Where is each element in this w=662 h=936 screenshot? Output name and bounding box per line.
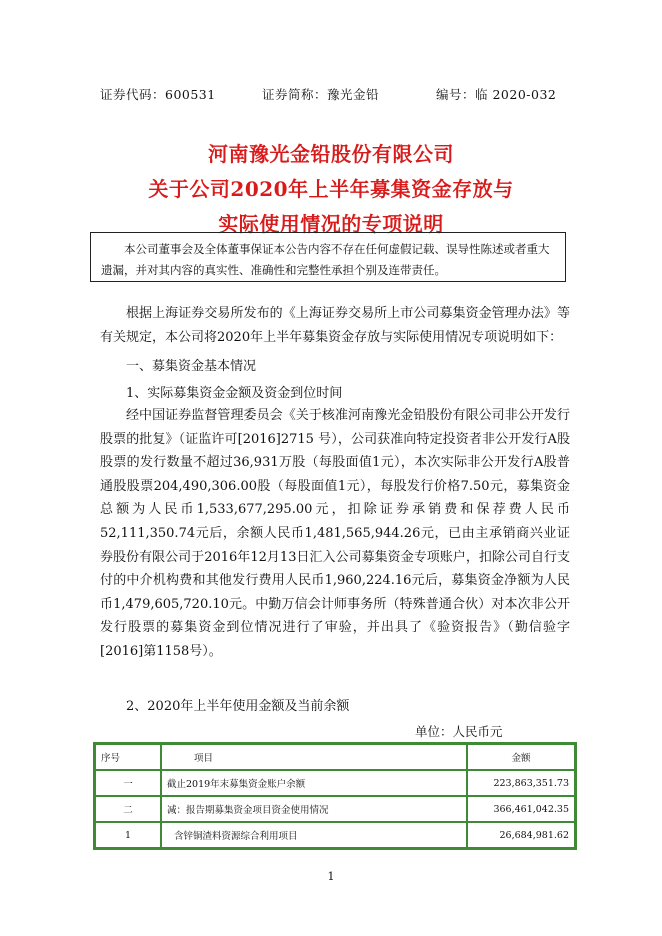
table-row xyxy=(95,770,576,796)
row-item: 截止2019年末募集资金账户余额 xyxy=(161,770,467,796)
table-header-row xyxy=(95,744,576,771)
document-title-line1: 关于公司2020年上半年募集资金存放与 xyxy=(148,177,514,201)
row-item: 含锌铜渣料资源综合利用项目 xyxy=(161,822,467,849)
row-index: 1 xyxy=(95,822,162,849)
row-amount: 223,863,351.73 xyxy=(467,770,576,796)
stock-short-name: 证券简称：豫光金铅 xyxy=(262,87,380,102)
page-number: 1 xyxy=(327,870,335,883)
announcement-number: 编号：临 2020-032 xyxy=(436,87,557,102)
document-title-line2: 实际使用情况的专项说明 xyxy=(218,212,444,236)
intro-paragraph: 根据上海证券交易所发布的《上海证券交易所上市公司募集资金管理办法》等有关规定，本公司将2020年上半年募集资金存放与实际使用情况专项说明如下： xyxy=(100,306,570,345)
subsection-heading-1-2: 2、2020年上半年使用金额及当前余额 xyxy=(126,699,350,714)
company-title: 河南豫光金铅股份有限公司 xyxy=(208,142,454,166)
fund-usage-table xyxy=(93,742,577,850)
currency-unit: 单位：人民币元 xyxy=(415,724,503,739)
row-index: 一 xyxy=(95,770,162,796)
table-row xyxy=(95,796,576,822)
header-amount: 金额 xyxy=(467,744,576,771)
table-row xyxy=(95,822,576,849)
header-item: 项目 xyxy=(161,744,467,771)
row-amount: 26,684,981.62 xyxy=(467,822,576,849)
section-heading-1: 一、募集资金基本情况 xyxy=(126,359,257,374)
stock-code: 证券代码：600531 xyxy=(100,87,216,102)
fund-raising-paragraph: 经中国证券监督管理委员会《关于核准河南豫光金铅股份有限公司非公开发行股票的批复》（证监许可[2016]2715 号），公司获准向特定投资者非公开发行A股股票的发行数量不超过36,931万股（每股面值1元），本次实际非公开发行A股普通股股票204,490,306.00股（每股面值1元），每股发行价格7.50元，募集资金总额为人民币1,533,677,295.00元，扣除证券承销费和保荐费人民币52,111,350.74元后，余额人民币1,481,565,944.26元，已由主承销商兴业证券股份有限公司于2016年12月13日汇入公司募集资金专项账户，扣除公司自行支付的中介机构费和其他发行费用人民币1,960,224.16元后，募集资金净额为人民币1,479,605,720.10元。中勤万信会计师事务所（特殊普通合伙）对本次非公开发行股票的募集资金到位情况进行了审验，并出具了《验资报告》（勤信验字[2016]第1158号）。 xyxy=(100,408,570,659)
row-item: 减：报告期募集资金项目资金使用情况 xyxy=(161,796,467,822)
disclaimer-text: 本公司董事会及全体董事保证本公告内容不存在任何虚假记载、误导性陈述或者重大遗漏，并对其内容的真实性、准确性和完整性承担个别及连带责任。 xyxy=(101,242,550,277)
disclaimer-box xyxy=(90,232,566,282)
subsection-heading-1-1: 1、实际募集资金金额及资金到位时间 xyxy=(126,386,343,401)
header-index: 序号 xyxy=(95,744,162,771)
row-index: 二 xyxy=(95,796,162,822)
row-amount: 366,461,042.35 xyxy=(467,796,576,822)
